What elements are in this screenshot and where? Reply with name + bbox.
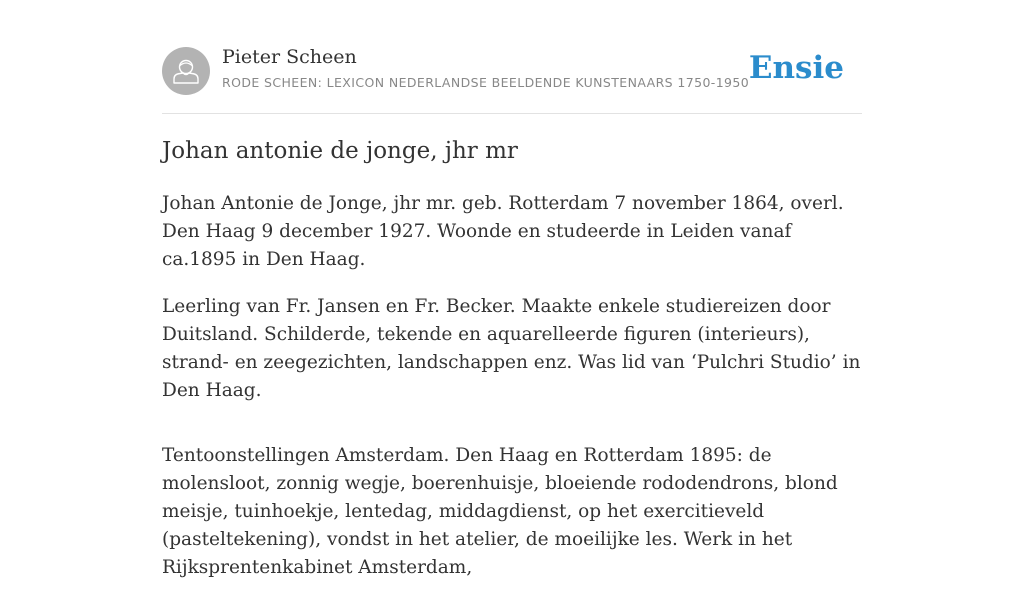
article-body bbox=[162, 190, 862, 601]
article-title: Johan antonie de jonge, jhr mr bbox=[162, 138, 518, 164]
source-label[interactable]: RODE SCHEEN: LEXICON NEDERLANDSE BEELDENDE KUNSTENAARS 1750-1950 bbox=[222, 75, 750, 90]
article-paragraph: Leerling van Fr. Jansen en Fr. Becker. Maakte enkele studiereizen door Duitsland. Schilderde, tekende en aquarelleerde figuren (interieurs), strand- en zeegezichten, landschappen enz. Was lid van ‘Pulchri Studio’ in Den Haag. bbox=[162, 296, 861, 401]
author-name[interactable]: Pieter Scheen bbox=[222, 46, 357, 68]
article-paragraph: Tentoonstellingen Amsterdam. Den Haag en Rotterdam 1895: de molensloot, zonnig wegje, boerenhuisje, bloeiende rododendrons, blond meisje, tuinhoekje, lentedag, middagdienst, op het exercitieveld (pasteltekening), vondst in het atelier, de moeilijke les. Werk in het Rijksprentenkabinet Amsterdam, bbox=[162, 445, 838, 578]
article-paragraph: Johan Antonie de Jonge, jhr mr. geb. Rotterdam 7 november 1864, overl. Den Haag 9 december 1927. Woonde en studeerde in Leiden vanaf ca.1895 in Den Haag. bbox=[162, 193, 844, 270]
page-container bbox=[162, 0, 862, 578]
ensie-logo[interactable]: Ensie bbox=[748, 50, 844, 86]
author-header bbox=[162, 0, 862, 114]
user-icon[interactable] bbox=[162, 47, 210, 95]
